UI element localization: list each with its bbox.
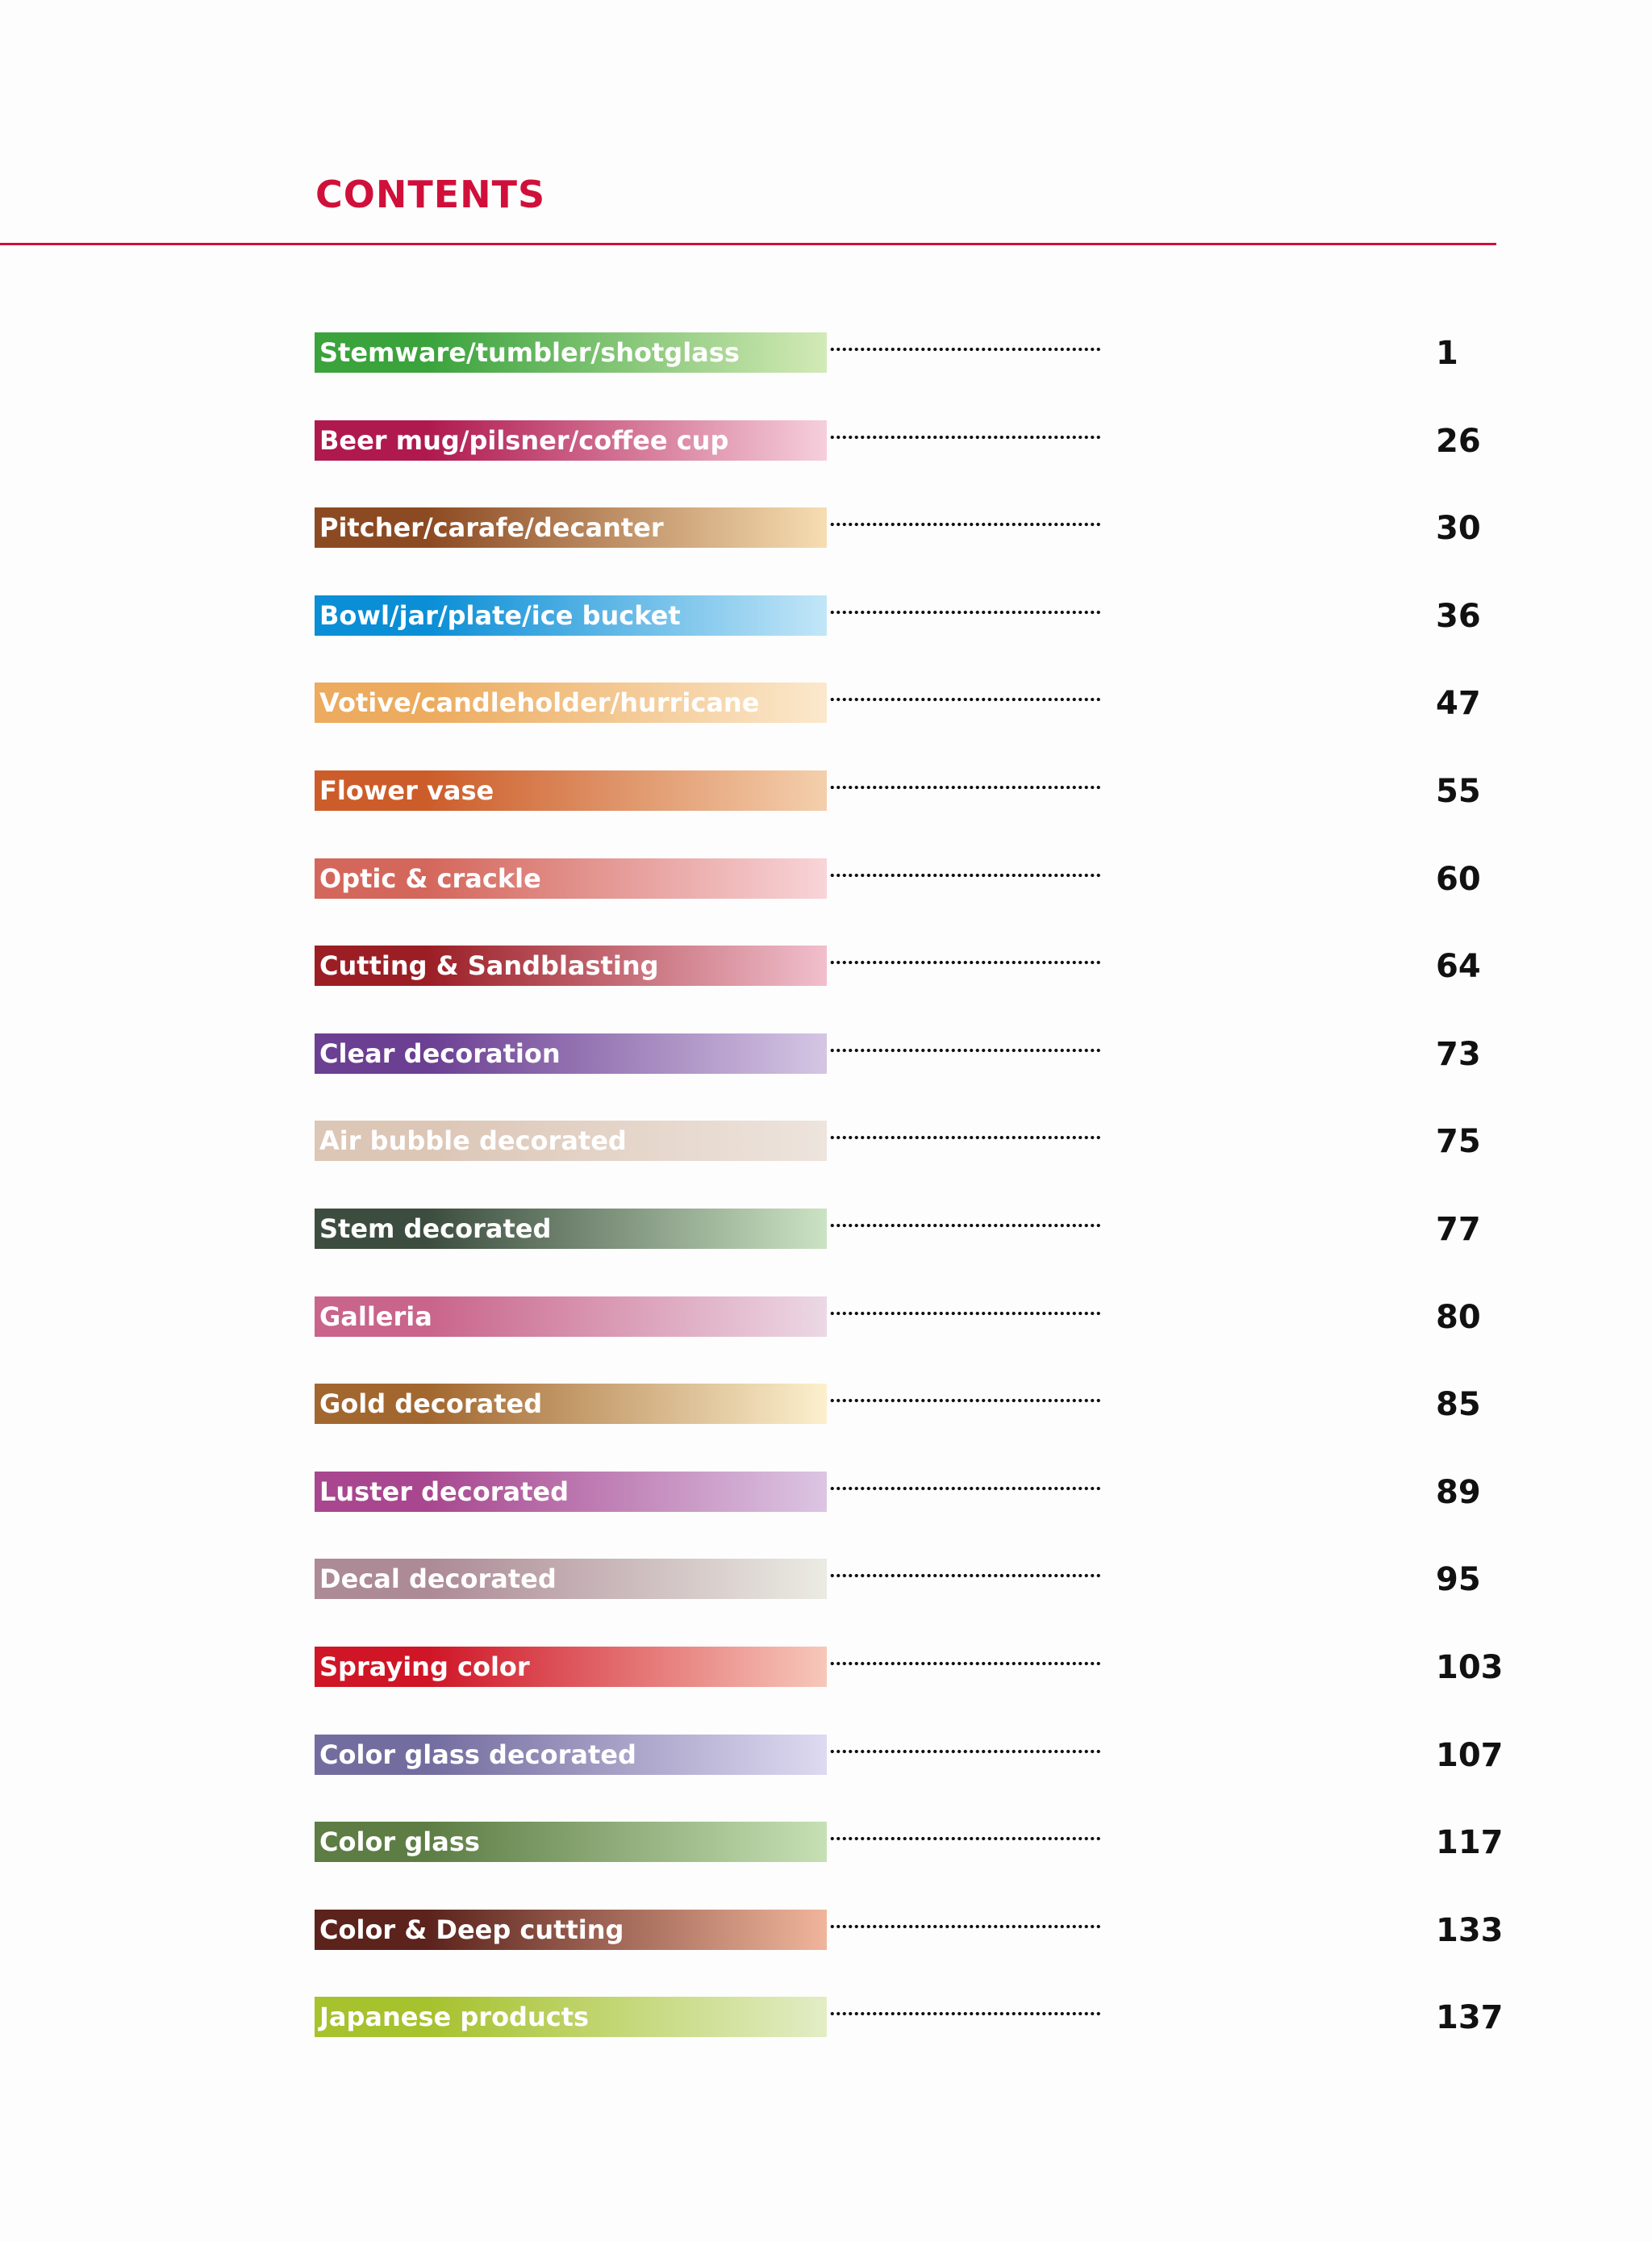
page-number: 30 — [1436, 510, 1481, 548]
section-title: Cutting & Sandblasting — [319, 950, 659, 982]
page-number: 85 — [1436, 1386, 1481, 1424]
dot-leader — [829, 1572, 1102, 1579]
toc-entry[interactable] — [315, 1997, 1508, 2037]
section-label-bar — [315, 595, 827, 636]
section-label-bar — [315, 1209, 827, 1249]
toc-entry[interactable] — [315, 946, 1508, 986]
toc-entry[interactable] — [315, 507, 1508, 548]
toc-entry[interactable] — [315, 1559, 1508, 1599]
section-title: Color glass — [319, 1827, 480, 1858]
dot-leader — [829, 521, 1102, 528]
page-number: 89 — [1436, 1473, 1481, 1511]
toc-entry[interactable] — [315, 420, 1508, 461]
page-number: 137 — [1436, 1999, 1504, 2037]
section-title: Flower vase — [319, 775, 494, 806]
page-number: 75 — [1436, 1123, 1481, 1161]
dot-leader — [829, 1397, 1102, 1404]
toc-entry[interactable] — [315, 595, 1508, 636]
section-label-bar — [315, 332, 827, 373]
toc-entry[interactable] — [315, 332, 1508, 373]
toc-entry[interactable] — [315, 1822, 1508, 1862]
toc-entry[interactable] — [315, 1121, 1508, 1161]
section-label-bar — [315, 770, 827, 811]
section-label-bar — [315, 1997, 827, 2037]
toc-entry[interactable] — [315, 1647, 1508, 1687]
page-number: 55 — [1436, 773, 1481, 810]
section-title: Color glass decorated — [319, 1739, 636, 1770]
dot-leader — [829, 1047, 1102, 1054]
toc-entry[interactable] — [315, 1735, 1508, 1775]
section-label-bar — [315, 1296, 827, 1337]
section-title: Japanese products — [319, 2002, 590, 2033]
page-number: 36 — [1436, 597, 1481, 635]
toc-entry[interactable] — [315, 1296, 1508, 1337]
section-title: Spraying color — [319, 1651, 530, 1682]
section-label-bar — [315, 1559, 827, 1599]
page-number: 47 — [1436, 685, 1481, 723]
dot-leader — [829, 1748, 1102, 1755]
section-label-bar — [315, 1735, 827, 1775]
page-title: CONTENTS — [315, 173, 546, 216]
dot-leader — [829, 1310, 1102, 1317]
section-label-bar — [315, 1647, 827, 1687]
page-number: 95 — [1436, 1561, 1481, 1599]
page-number: 1 — [1436, 335, 1458, 372]
page-number: 103 — [1436, 1649, 1504, 1686]
section-title: Decal decorated — [319, 1564, 557, 1595]
toc-entry[interactable] — [315, 770, 1508, 811]
dot-leader — [829, 434, 1102, 440]
section-title: Beer mug/pilsner/coffee cup — [319, 424, 729, 456]
dot-leader — [829, 1134, 1102, 1141]
section-label-bar — [315, 1910, 827, 1950]
dot-leader — [829, 1660, 1102, 1667]
section-label-bar — [315, 946, 827, 986]
toc-entry[interactable] — [315, 1209, 1508, 1249]
dot-leader — [829, 346, 1102, 353]
section-title: Stemware/tumbler/shotglass — [319, 337, 740, 368]
dot-leader — [829, 1835, 1102, 1842]
toc-entry[interactable] — [315, 683, 1508, 723]
page-number: 77 — [1436, 1211, 1481, 1248]
toc-entry[interactable] — [315, 1033, 1508, 1074]
page-number: 80 — [1436, 1298, 1481, 1336]
dot-leader — [829, 1222, 1102, 1229]
dot-leader — [829, 609, 1102, 616]
section-label-bar — [315, 858, 827, 899]
section-title: Galleria — [319, 1301, 432, 1332]
toc-entry[interactable] — [315, 858, 1508, 899]
dot-leader — [829, 784, 1102, 791]
page-number: 117 — [1436, 1824, 1504, 1862]
section-title: Pitcher/carafe/decanter — [319, 512, 664, 544]
section-label-bar — [315, 1121, 827, 1161]
section-title: Votive/candleholder/hurricane — [319, 687, 760, 719]
dot-leader — [829, 696, 1102, 703]
page-number: 64 — [1436, 948, 1481, 986]
section-label-bar — [315, 1033, 827, 1074]
section-label-bar — [315, 1472, 827, 1512]
dot-leader — [829, 959, 1102, 966]
page-number: 107 — [1436, 1736, 1504, 1774]
section-title: Stem decorated — [319, 1213, 552, 1244]
page-number: 26 — [1436, 422, 1481, 460]
section-title: Color & Deep cutting — [319, 1914, 624, 1945]
dot-leader — [829, 872, 1102, 879]
dot-leader — [829, 2010, 1102, 2017]
section-title: Optic & crackle — [319, 862, 541, 894]
page-number: 133 — [1436, 1911, 1504, 1949]
toc-entry[interactable] — [315, 1384, 1508, 1424]
toc-entry[interactable] — [315, 1910, 1508, 1950]
toc-entry[interactable] — [315, 1472, 1508, 1512]
section-label-bar — [315, 420, 827, 461]
section-label-bar — [315, 1384, 827, 1424]
section-title: Luster decorated — [319, 1476, 569, 1507]
section-title: Clear decoration — [319, 1037, 561, 1069]
section-label-bar — [315, 1822, 827, 1862]
section-label-bar — [315, 507, 827, 548]
section-label-bar — [315, 683, 827, 723]
section-title: Gold decorated — [319, 1388, 543, 1420]
section-title: Air bubble decorated — [319, 1125, 627, 1157]
section-title: Bowl/jar/plate/ice bucket — [319, 599, 681, 631]
dot-leader — [829, 1923, 1102, 1930]
page-number: 60 — [1436, 860, 1481, 898]
page-number: 73 — [1436, 1035, 1481, 1073]
dot-leader — [829, 1485, 1102, 1492]
